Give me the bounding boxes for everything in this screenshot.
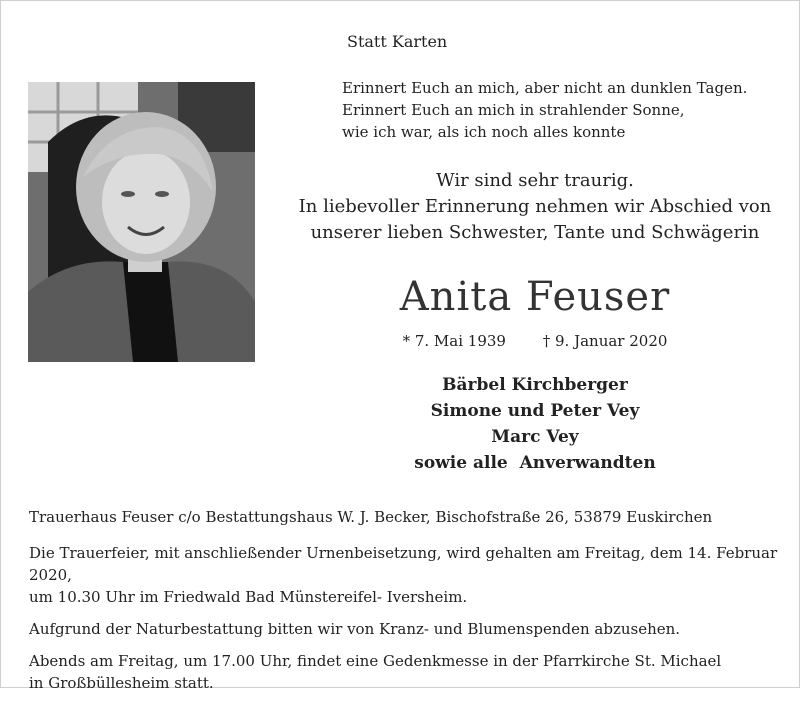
- paragraph-line: Die Trauerfeier, mit anschließender Urnenbeisetzung, wird gehalten am Freitag, dem 14. Februar 2020,: [29, 544, 778, 584]
- life-dates: [270, 332, 800, 350]
- paragraph-line: Abends am Freitag, um 17.00 Uhr, findet eine Gedenkmesse in der Pfarrkirche St. Michael: [29, 652, 722, 670]
- birth-date: * 7. Mai 1939: [402, 332, 506, 350]
- death-date: † 9. Januar 2020: [542, 332, 668, 350]
- mourner: Marc Vey: [491, 427, 579, 447]
- mourner: Bärbel Kirchberger: [442, 375, 628, 395]
- funeral-paragraph: [29, 542, 779, 608]
- intro-line: In liebevoller Erinnerung nehmen wir Abschied von: [298, 196, 772, 217]
- flowers-paragraph: [29, 618, 779, 640]
- paragraph-line: Aufgrund der Naturbestattung bitten wir von Kranz- und Blumenspenden abzusehen.: [29, 620, 681, 638]
- mourners-list: [270, 372, 800, 476]
- portrait-photo: [28, 82, 255, 362]
- poem-line: wie ich war, als ich noch alles konnte: [342, 123, 626, 141]
- paragraph-line: in Großbüllesheim statt.: [29, 674, 214, 692]
- deceased-name: Anita Feuser: [399, 274, 671, 320]
- poem-line: Erinnert Euch an mich in strahlender Sonne,: [342, 101, 685, 119]
- notice-details: [29, 506, 779, 704]
- paragraph-line: um 10.30 Uhr im Friedwald Bad Münstereifel- Iversheim.: [29, 588, 468, 606]
- mourning-address: Trauerhaus Feuser c/o Bestattungshaus W. J. Becker, Bischofstraße 26, 53879 Euskirchen: [29, 508, 713, 526]
- mass-paragraph: [29, 650, 779, 694]
- mourner: Simone und Peter Vey: [430, 401, 640, 421]
- intro-text: [270, 168, 800, 246]
- intro-line: unserer lieben Schwester, Tante und Schwägerin: [310, 222, 760, 243]
- notice-header: Statt Karten: [347, 32, 448, 51]
- poem-line: Erinnert Euch an mich, aber nicht an dunklen Tagen.: [342, 79, 748, 97]
- mourner: sowie alle Anverwandten: [414, 453, 656, 473]
- poem: [342, 77, 747, 143]
- intro-line: Wir sind sehr traurig.: [436, 170, 634, 191]
